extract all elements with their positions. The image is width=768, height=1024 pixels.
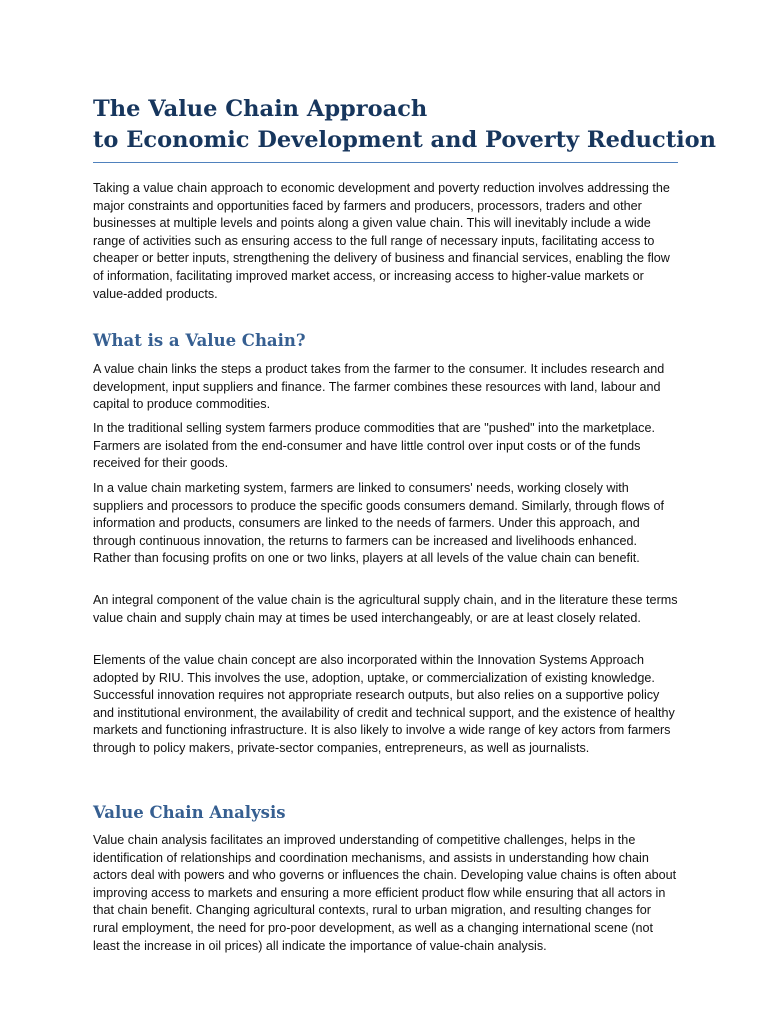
section-heading-value-chain-analysis: Value Chain Analysis: [93, 803, 286, 822]
document-title: [93, 94, 717, 163]
section-heading-what-is-value-chain: What is a Value Chain?: [93, 331, 306, 350]
section-1-paragraph-2: In the traditional selling system farmers produce commodities that are "pushed" into the marketplace. Farmers are isolated from the end-consumer and have little control over input costs or of the funds received for their goods.: [93, 421, 655, 471]
title-line-1: The Value Chain Approach: [93, 96, 428, 122]
title-line-2: to Economic Development and Poverty Reduction: [93, 127, 717, 153]
section-1-paragraph-3: In a value chain marketing system, farmers are linked to consumers' needs, working closely with suppliers and processors to produce the specific goods consumers demand. Similarly, through flows of information and products, consumers are linked to the needs of farmers. Under this approach, and through continuous innovation, the returns to farmers can be increased and livelihoods enhanced. Rather than focusing profits on one or two links, players at all levels of the value chain can benefit.: [93, 481, 664, 566]
section-1-paragraph-4: An integral component of the value chain is the agricultural supply chain, and in the literature these terms value chain and supply chain may at times be used interchangeably, or are at least closely related.: [93, 593, 678, 625]
section-1-paragraph-5: Elements of the value chain concept are also incorporated within the Innovation Systems Approach adopted by RIU. This involves the use, adoption, uptake, or commercialization of existing knowledge. Successful innovation requires not appropriate research outputs, but also relies on a supportive policy and institutional environment, the availability of credit and technical support, and the existence of healthy markets and functioning infrastructure. It is also likely to involve a wide range of key actors from farmers through to policy makers, private-sector companies, entrepreneurs, as well as journalists.: [93, 653, 675, 755]
section-1-paragraph-1: A value chain links the steps a product takes from the farmer to the consumer. It includes research and development, input suppliers and finance. The farmer combines these resources with land, labour and capital to produce commodities.: [93, 362, 665, 412]
section-2-paragraph-1: Value chain analysis facilitates an improved understanding of competitive challenges, helps in the identification of relationships and coordination mechanisms, and assists in understanding how chain actors deal with powers and who governs or influences the chain. Developing value chains is often about improving access to markets and ensuring a more efficient product flow while ensuring that all actors in that chain benefit. Changing agricultural contexts, rural to urban migration, and resulting changes for rural employment, the need for pro-poor development, as well as a changing international scene (not least the increase in oil prices) all indicate the importance of value-chain analysis.: [93, 833, 677, 953]
intro-paragraph: Taking a value chain approach to economic development and poverty reduction involves addressing the major constraints and opportunities faced by farmers and producers, processors, traders and other businesses at multiple levels and points along a given value chain. This will inevitably include a wide range of activities such as ensuring access to the full range of necessary inputs, facilitating access to cheaper or better inputs, strengthening the delivery of business and financial services, enabling the flow of information, facilitating improved market access, or increasing access to higher-value markets or value-added products.: [93, 181, 670, 301]
